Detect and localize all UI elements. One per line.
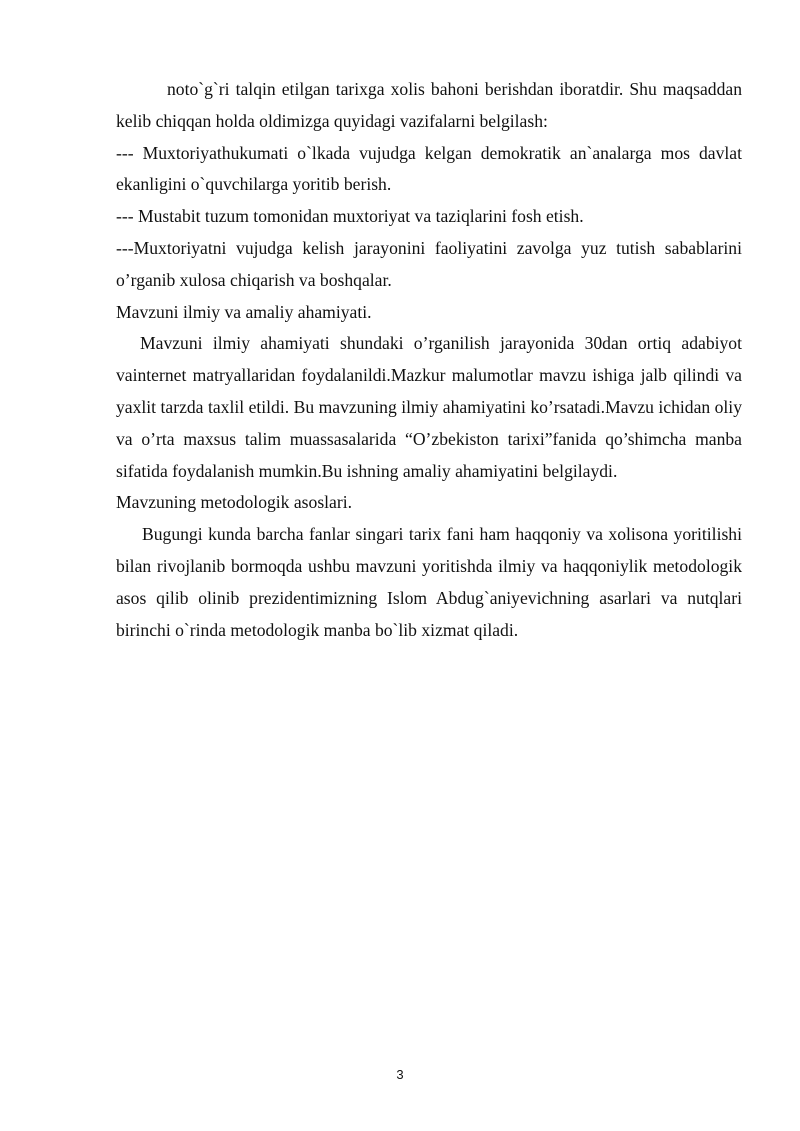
paragraph-intro: noto`g`ri talqin etilgan tarixga xolis bahoni berishdan iboratdir. Shu maqsaddan kelib chiqqan holda oldimizga quyidagi vazifalarni belgilash:: [116, 79, 742, 131]
document-body: [116, 74, 742, 646]
paragraph-methodology: Bugungi kunda barcha fanlar singari tarix fani ham haqqoniy va xolisona yoritilishi bilan rivojlanib bormoqda ushbu mavzuni yoritishda ilmiy va haqqoniylik metodologik asos qilib olinib prezidentimizning Islom Abdug`aniyevichning asarlari va nutqlari birinchi o`rinda metodologik manba bo`lib xizmat qiladi.: [116, 524, 742, 640]
paragraph-task-1: --- Muxtoriyathukumati o`lkada vujudga kelgan demokratik an`analarga mos davlat ekanligini o`quvchilarga yoritib berish.: [116, 142, 742, 195]
paragraph-task-2: --- Mustabit tuzum tomonidan muxtoriyat va taziqlarini fosh etish.: [116, 206, 584, 227]
paragraph-significance: Mavzuni ilmiy ahamiyati shundaki o’rganilish jarayonida 30dan ortiq adabiyot vainternet matryallaridan foydalanildi.Mazkur malumotlar mavzu ishiga jalb qilindi va yaxlit tarzda taxlil etildi. Bu mavzuning ilmiy ahamiyatini ko’rsatadi.Mavzu ichidan oliy va o’rta maxsus talim muassasalarida “O’zbekiston tarixi”fanida qo’shimcha manba sifatida foydalanish mumkin.Bu ishning amaliy ahamiyatini belgilaydi.: [116, 333, 742, 481]
paragraph-task-3: ---Muxtoriyatni vujudga kelish jarayonini faoliyatini zavolga yuz tutish sabablarini o’rganib xulosa chiqarish va boshqalar.: [116, 237, 742, 290]
section-heading-significance: Mavzuni ilmiy va amaliy ahamiyati.: [116, 301, 372, 322]
page-number: 3: [396, 1067, 404, 1082]
section-heading-methodology: Mavzuning metodologik asoslari.: [116, 492, 353, 513]
